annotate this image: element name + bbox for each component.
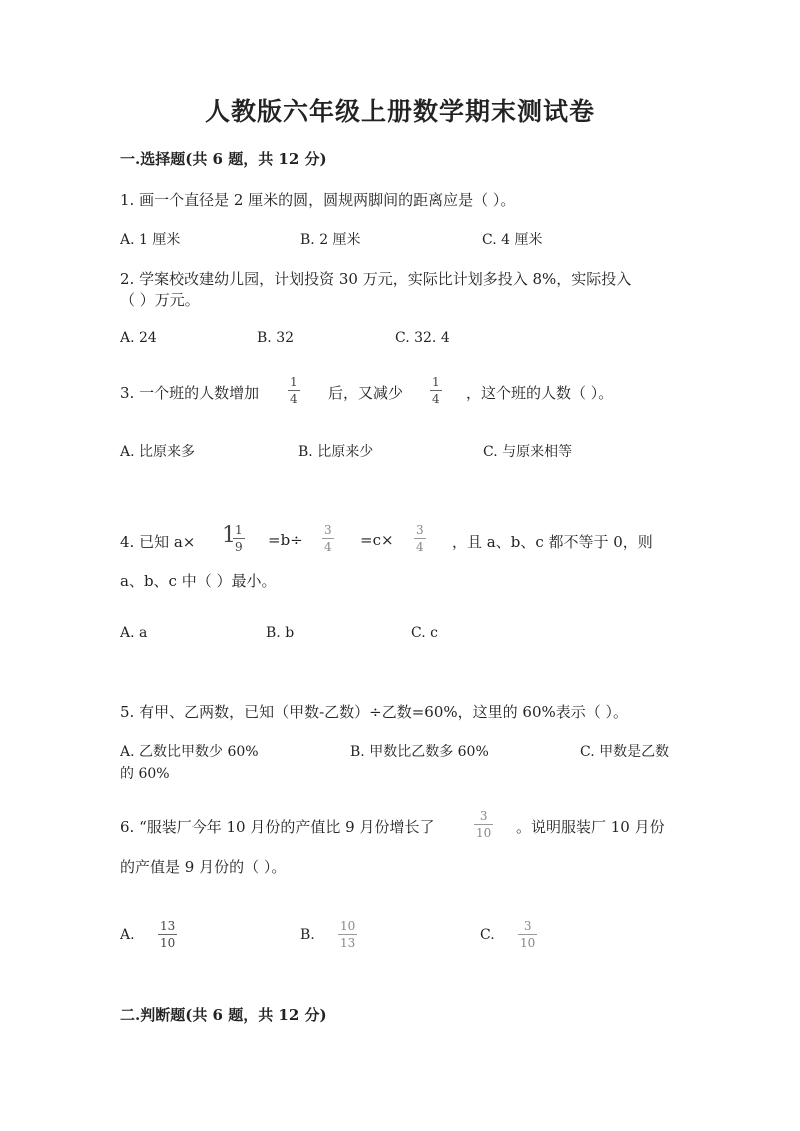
q6-option-c-denominator: 10	[520, 936, 536, 950]
q6-fraction	[474, 810, 493, 839]
question-4-part3: =c×	[360, 531, 394, 549]
q4-mixed-fraction	[233, 524, 245, 553]
q6-option-b-numerator: 10	[340, 919, 356, 933]
q4-fraction-1-numerator: 3	[324, 523, 332, 537]
question-4-line2: a、b、c 中（ ）最小。	[120, 572, 277, 590]
q5-option-a[interactable]: A. 乙数比甲数少 60%	[120, 744, 259, 760]
section-heading-choice: 一.选择题(共 6 题，共 12 分)	[120, 150, 327, 168]
q4-fraction-1	[322, 524, 334, 553]
q2-option-b[interactable]: B. 32	[257, 330, 295, 346]
question-4-part4: ，且 a、b、c 都不等于 0，则	[452, 533, 653, 551]
q3-option-c[interactable]: C. 与原来相等	[483, 444, 573, 460]
q2-option-a[interactable]: A. 24	[120, 330, 157, 346]
question-6-part2: 。说明服装厂 10 月份	[516, 818, 665, 836]
q3-fraction-2	[430, 376, 442, 405]
q6-option-b-label[interactable]: B.	[300, 927, 315, 943]
q6-option-a-fraction[interactable]	[158, 920, 177, 949]
question-4-part1: 4. 已知 a×	[120, 533, 196, 551]
q5-option-c-wrap: 的 60%	[120, 766, 170, 782]
q6-option-b-denominator: 13	[340, 936, 356, 950]
q2-option-c[interactable]: C. 32. 4	[395, 330, 450, 346]
question-5: 5. 有甲、乙两数，已知（甲数-乙数）÷乙数=60%，这里的 60%表示（ ）。	[120, 703, 629, 721]
fraction-bar	[338, 934, 357, 935]
q5-option-c[interactable]: C. 甲数是乙数	[580, 744, 670, 760]
question-2-line2: （ ）万元。	[120, 291, 200, 309]
q1-option-a[interactable]: A. 1 厘米	[120, 232, 181, 248]
question-2-line1: 2. 学案校改建幼儿园，计划投资 30 万元，实际比计划多投入 8%，实际投入	[120, 270, 632, 288]
q6-fraction-denominator: 10	[476, 826, 492, 840]
q6-option-a-denominator: 10	[160, 936, 176, 950]
fraction-bar	[322, 538, 334, 539]
fraction-bar	[288, 390, 300, 391]
q4-mixed-denominator: 9	[235, 540, 243, 554]
fraction-bar	[158, 934, 177, 935]
question-3-part3: ，这个班的人数（ ）。	[466, 384, 614, 402]
question-3-part1: 3. 一个班的人数增加	[120, 384, 260, 402]
q3-fraction-2-numerator: 1	[432, 375, 440, 389]
question-1: 1. 画一个直径是 2 厘米的圆，圆规两脚间的距离应是（ ）。	[120, 191, 516, 209]
q3-option-a[interactable]: A. 比原来多	[120, 444, 196, 460]
fraction-bar	[430, 390, 442, 391]
q1-option-c[interactable]: C. 4 厘米	[482, 232, 543, 248]
q6-option-a-numerator: 13	[160, 919, 176, 933]
question-4-part2: =b÷	[268, 531, 303, 549]
q4-mixed-numerator: 1	[235, 523, 243, 537]
q3-fraction-1	[288, 376, 300, 405]
fraction-bar	[414, 538, 426, 539]
q4-fraction-2	[414, 524, 426, 553]
fraction-bar	[474, 824, 493, 825]
q5-option-b[interactable]: B. 甲数比乙数多 60%	[350, 744, 489, 760]
question-6-line2: 的产值是 9 月份的（ ）。	[120, 858, 287, 876]
q4-option-a[interactable]: A. a	[120, 625, 148, 641]
q1-option-b[interactable]: B. 2 厘米	[300, 232, 361, 248]
question-6-part1: 6. “服装厂今年 10 月份的产值比 9 月份增长了	[120, 818, 435, 836]
q4-option-b[interactable]: B. b	[266, 625, 295, 641]
q6-option-c-numerator: 3	[523, 919, 532, 933]
q6-fraction-numerator: 3	[479, 809, 488, 823]
q4-mixed-whole: 1	[222, 523, 236, 548]
section-heading-judgement: 二.判断题(共 6 题，共 12 分)	[120, 1006, 327, 1024]
fraction-bar	[518, 934, 537, 935]
q3-fraction-2-denominator: 4	[432, 392, 440, 406]
q4-fraction-2-numerator: 3	[416, 523, 424, 537]
q6-option-c-label[interactable]: C.	[480, 927, 495, 943]
q3-option-b[interactable]: B. 比原来少	[298, 444, 374, 460]
q6-option-c-fraction[interactable]	[518, 920, 537, 949]
question-3-part2: 后，又减少	[328, 384, 404, 402]
fraction-bar	[233, 538, 245, 539]
q3-fraction-1-denominator: 4	[290, 392, 298, 406]
q4-fraction-1-denominator: 4	[324, 540, 332, 554]
q6-option-a-label[interactable]: A.	[120, 927, 135, 943]
q6-option-b-fraction[interactable]	[338, 920, 357, 949]
q4-option-c[interactable]: C. c	[411, 625, 438, 641]
q4-fraction-2-denominator: 4	[416, 540, 424, 554]
page-title: 人教版六年级上册数学期末测试卷	[204, 97, 595, 126]
q3-fraction-1-numerator: 1	[290, 375, 298, 389]
